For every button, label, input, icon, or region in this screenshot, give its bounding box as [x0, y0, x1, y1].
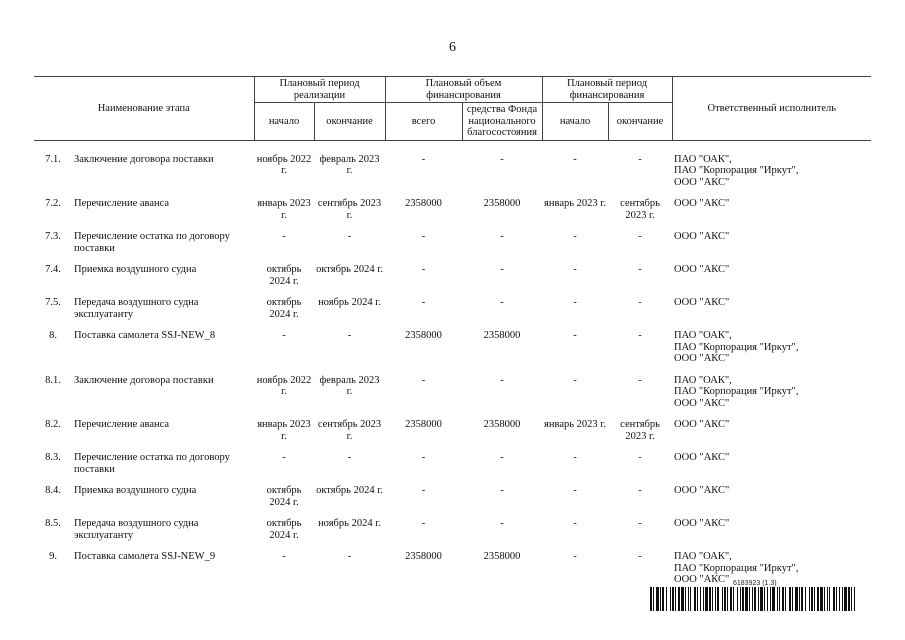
header-stage-name: Наименование этапа: [34, 77, 254, 141]
financing-end: -: [638, 374, 642, 386]
barcode: [650, 587, 856, 611]
financing-nwf: -: [500, 518, 504, 529]
financing-nwf: 2358000: [483, 551, 521, 562]
financing-end: -: [638, 153, 642, 165]
stage-name: Перечисление остатка по договору поставки: [74, 231, 230, 254]
table-row: [34, 297, 871, 330]
table-row: [34, 198, 871, 231]
responsible-party: ПАО "ОАК",: [674, 153, 732, 165]
header-financing-end: окончание: [608, 103, 672, 141]
header-period-financing: Плановый период финансирования: [542, 77, 672, 103]
financing-total: -: [421, 452, 426, 463]
responsible-party: ПАО "ОАК",: [674, 374, 732, 386]
financing-end: -: [638, 452, 642, 463]
financing-nwf: -: [500, 374, 504, 386]
period-start: октябрь 2024 г.: [266, 297, 302, 320]
row-number: 8.1.: [45, 374, 61, 386]
responsible-party: ООО "АКС": [674, 264, 730, 275]
financing-start: -: [573, 231, 577, 242]
financing-start: январь 2023 г.: [544, 198, 607, 209]
responsible-party: ООО "АКС": [674, 485, 730, 496]
period-end: -: [347, 452, 352, 463]
financing-start: -: [573, 374, 577, 386]
stage-name: Передача воздушного судна эксплуатанту: [74, 518, 199, 541]
responsible-party: ООО "АКС": [674, 231, 730, 242]
responsible-cell: [672, 264, 871, 297]
financing-total: -: [421, 231, 426, 242]
responsible-party: ООО "АКС": [674, 176, 730, 188]
financing-nwf: -: [500, 297, 504, 308]
responsible-party: ПАО "Корпорация "Иркут",: [674, 341, 799, 353]
period-start: ноябрь 2022 г.: [256, 374, 312, 397]
table-row: [34, 231, 871, 264]
period-end: сентябрь 2023 г.: [317, 419, 382, 442]
financing-nwf: 2358000: [483, 330, 521, 341]
responsible-party: ПАО "ОАК",: [674, 330, 732, 341]
stage-name: Заключение договора поставки: [74, 374, 214, 386]
financing-total: -: [421, 485, 426, 496]
financing-nwf: 2358000: [483, 198, 521, 209]
financing-nwf: -: [500, 231, 504, 242]
row-number: 8.4.: [45, 485, 61, 496]
financing-end: -: [638, 518, 642, 529]
table-row: [34, 375, 871, 420]
table-row: [34, 452, 871, 485]
financing-total: 2358000: [405, 551, 442, 562]
stage-name: Поставка самолета SSJ-NEW_9: [74, 551, 216, 562]
stage-name: Заключение договора поставки: [74, 153, 214, 165]
financing-start: -: [573, 452, 577, 463]
responsible-party: ООО "АКС": [674, 518, 730, 529]
responsible-cell: [672, 419, 871, 452]
row-number: 7.4.: [45, 264, 61, 275]
header-responsible: Ответственный исполнитель: [672, 77, 871, 141]
financing-total: 2358000: [405, 330, 442, 341]
period-start: -: [282, 551, 286, 562]
header-volume-financing: Плановый объем финансирования: [385, 77, 542, 103]
period-start: -: [282, 330, 286, 341]
financing-total: -: [421, 374, 426, 386]
responsible-party: ООО "АКС": [674, 419, 730, 430]
responsible-cell: [672, 485, 871, 518]
stage-name: Передача воздушного судна эксплуатанту: [74, 297, 199, 320]
responsible-cell: [672, 231, 871, 264]
financing-start: -: [573, 518, 577, 529]
row-number: 7.3.: [45, 231, 61, 242]
row-number: 7.5.: [45, 297, 61, 308]
period-end: ноябрь 2024 г.: [318, 518, 381, 529]
financing-start: -: [573, 297, 577, 308]
responsible-cell: [672, 198, 871, 231]
row-number: 7.1.: [45, 153, 61, 165]
table-row: [34, 330, 871, 375]
stages-table: [34, 76, 871, 596]
period-start: октябрь 2024 г.: [266, 264, 302, 287]
financing-total: -: [421, 518, 426, 529]
responsible-party: ООО "АКС": [674, 198, 730, 209]
table-row: [34, 140, 871, 198]
responsible-party: ООО "АКС": [674, 353, 730, 364]
stage-name: Поставка самолета SSJ-NEW_8: [74, 330, 216, 341]
page-number: 6: [449, 40, 456, 55]
stage-name: Приемка воздушного судна: [74, 485, 197, 496]
responsible-cell: [672, 297, 871, 330]
stage-name: Приемка воздушного судна: [74, 264, 197, 275]
table-row: [34, 518, 871, 551]
responsible-cell: [672, 452, 871, 485]
row-number: 9.: [49, 551, 57, 562]
financing-nwf: -: [500, 452, 504, 463]
period-start: январь 2023 г.: [257, 198, 311, 221]
financing-start: -: [573, 264, 577, 275]
period-start: -: [282, 452, 286, 463]
financing-start: -: [573, 485, 577, 496]
row-number: 8.2.: [45, 419, 61, 430]
header-financing-start: начало: [542, 103, 608, 141]
financing-total: -: [421, 297, 426, 308]
stage-name: Перечисление аванса: [74, 198, 170, 209]
financing-start: -: [573, 551, 577, 562]
financing-nwf: 2358000: [483, 419, 521, 430]
financing-end: -: [638, 551, 642, 562]
table-row: [34, 485, 871, 518]
responsible-cell: [672, 330, 871, 375]
responsible-party: ПАО "Корпорация "Иркут",: [674, 562, 799, 574]
financing-end: сентябрь 2023 г.: [620, 419, 660, 442]
period-end: сентябрь 2023 г.: [317, 198, 382, 221]
header-end: окончание: [314, 103, 385, 141]
financing-start: январь 2023 г.: [544, 419, 607, 430]
period-start: октябрь 2024 г.: [266, 518, 302, 541]
period-start: январь 2023 г.: [257, 419, 311, 442]
row-number: 8.: [49, 330, 57, 341]
period-start: октябрь 2024 г.: [266, 485, 302, 508]
financing-total: -: [421, 153, 426, 165]
responsible-party: ПАО "ОАК",: [674, 551, 732, 562]
financing-nwf: -: [500, 153, 504, 165]
financing-end: -: [638, 330, 642, 341]
table-body: [34, 140, 871, 596]
row-number: 8.5.: [45, 518, 61, 529]
responsible-party: ПАО "Корпорация "Иркут",: [674, 165, 799, 176]
financing-end: -: [638, 297, 642, 308]
row-number: 7.2.: [45, 198, 61, 209]
table-row: [34, 419, 871, 452]
period-end: февраль 2023 г.: [319, 374, 380, 397]
financing-start: -: [573, 330, 577, 341]
responsible-party: ООО "АКС": [674, 574, 730, 585]
responsible-party: ООО "АКС": [674, 452, 730, 463]
financing-total: -: [421, 264, 426, 275]
responsible-cell: [672, 375, 871, 420]
period-end: -: [347, 551, 352, 562]
period-start: ноябрь 2022 г.: [256, 153, 312, 176]
financing-nwf: -: [500, 485, 504, 496]
period-end: ноябрь 2024 г.: [318, 297, 381, 308]
financing-end: -: [638, 485, 642, 496]
header-total: всего: [385, 103, 462, 141]
financing-end: сентябрь 2023 г.: [620, 198, 660, 221]
financing-nwf: -: [500, 264, 504, 275]
period-end: октябрь 2024 г.: [316, 264, 383, 275]
period-end: октябрь 2024 г.: [316, 485, 383, 496]
period-start: -: [282, 231, 286, 242]
financing-end: -: [638, 264, 642, 275]
stage-name: Перечисление аванса: [74, 419, 170, 430]
responsible-cell: [672, 518, 871, 551]
header-period-realization: Плановый период реализации: [254, 77, 385, 103]
responsible-cell: [672, 140, 871, 198]
row-number: 8.3.: [45, 452, 61, 463]
financing-total: 2358000: [405, 419, 442, 430]
header-start: начало: [254, 103, 314, 141]
period-end: февраль 2023 г.: [319, 153, 380, 176]
responsible-party: ООО "АКС": [674, 397, 730, 409]
stage-name: Перечисление остатка по договору поставки: [74, 452, 230, 475]
financing-end: -: [638, 231, 642, 242]
table-row: [34, 264, 871, 297]
document-code: 6183923 (1.3): [733, 580, 777, 587]
period-end: -: [347, 330, 352, 341]
header-nwf: средства Фонда национального благосостояния: [462, 103, 542, 141]
financing-total: 2358000: [405, 198, 442, 209]
responsible-party: ПАО "Корпорация "Иркут",: [674, 386, 799, 397]
financing-start: -: [573, 153, 577, 165]
responsible-party: ООО "АКС": [674, 297, 730, 308]
period-end: -: [347, 231, 352, 242]
